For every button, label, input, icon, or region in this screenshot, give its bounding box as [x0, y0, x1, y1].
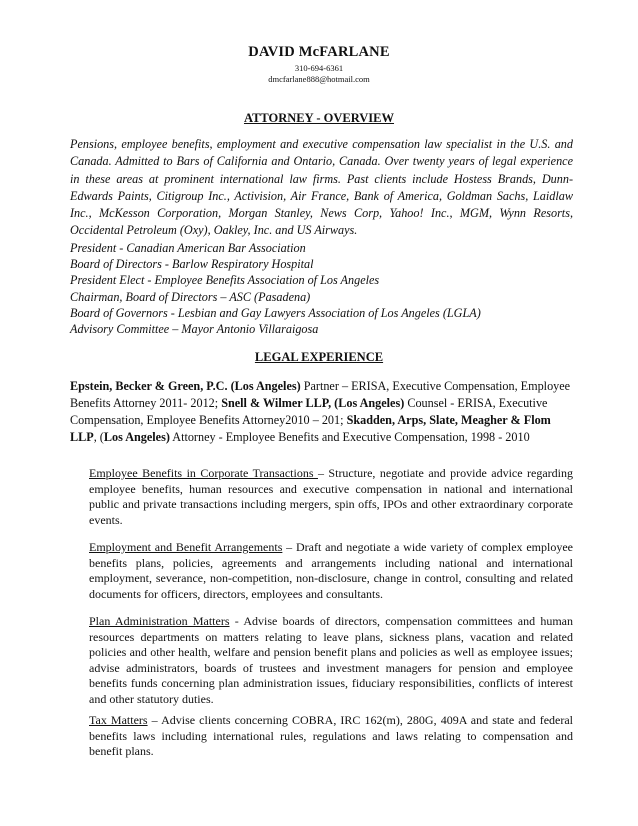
- phone-number: 310-694-6361: [294, 63, 344, 73]
- firm-role: Counsel - ERISA, Executive Compensation, Employee Benefits Attorney2010 – 201;: [70, 396, 548, 427]
- role-item: Advisory Committee – Mayor Antonio Villaraigosa: [70, 322, 319, 337]
- practice-text: - Advise boards of directors, compensation committees and human resources departments on matters relating to leave plans, sickness plans, vacation and related policies and other health, welfare and pension benefit plans and policies as well as employee issues; advise administrators, boards of trustees and investment managers for pension and employee benefits funds concerning plan administration issues, fiduciary responsibilities, conflicts of interest and other statutory duties.: [89, 614, 573, 706]
- role-item: Board of Governors - Lesbian and Gay Lawyers Association of Los Angeles (LGLA): [70, 305, 481, 320]
- experience-summary: [70, 378, 573, 446]
- practice-title: Employment and Benefit Arrangements: [89, 540, 283, 554]
- practice-area: [89, 540, 573, 602]
- practice-title: Tax Matters: [89, 713, 148, 727]
- firm-name: Epstein, Becker & Green, P.C. (Los Angeles): [70, 379, 301, 393]
- role-item: Chairman, Board of Directors – ASC (Pasadena): [70, 289, 311, 304]
- role-item: President - Canadian American Bar Association: [70, 241, 306, 255]
- practice-area: [89, 713, 573, 760]
- practice-text: – Draft and negotiate a wide variety of complex employee benefits plans, policies, agreements and arrangements including national and international employment, severance, non-competition, non-disclosure, change in control, consulting and related documents for officers, directors, employees and consultants.: [89, 540, 573, 601]
- practice-title: Plan Administration Matters: [89, 614, 230, 628]
- candidate-name: DAVID McFARLANE: [248, 44, 390, 60]
- firm-role: Partner – ERISA, Executive Compensation, Employee Benefits Attorney 2011- 2012;: [70, 379, 571, 410]
- firm-name: Skadden, Arps, Slate, Meagher & Flom LLP: [70, 413, 551, 444]
- legal-experience-heading: LEGAL EXPERIENCE: [254, 350, 384, 364]
- overview-paragraph: Pensions, employee benefits, employment and executive compensation law specialist in the U.S. and Canada. Admitted to Bars of California and Ontario, Canada. Over twenty years of legal experience in these areas at prominent international law firms. Past clients include Hostess Brands, Dunn-Edwards Paints, Citigroup Inc., Activision, Air France, Bank of America, Goldman Sachs, Laidlaw Inc., McKesson Corporation, Morgan Stanley, News Corp, Yahoo! Inc., MGM, Wynn Resorts, Occidental Petroleum (Oxy), Oakley, Inc. and US Airways.: [70, 137, 573, 238]
- practice-area: [89, 466, 573, 528]
- practice-text: – Structure, negotiate and provide advice regarding employee benefits, human resources and executive compensation in national and international public and private transactions including mergers, spin offs, IPOs and other extraordinary corporate events.: [89, 466, 573, 527]
- firm-city: Los Angeles): [103, 430, 170, 444]
- separator: , (: [93, 430, 104, 444]
- practice-area: [89, 614, 573, 708]
- role-item: President Elect - Employee Benefits Association of Los Angeles: [70, 273, 380, 288]
- practice-text: – Advise clients concerning COBRA, IRC 162(m), 280G, 409A and state and federal benefits laws including international rules, regulations and laws relating to compensation and benefit plans.: [89, 713, 573, 759]
- overview-heading: ATTORNEY - OVERVIEW: [243, 111, 395, 125]
- practice-title: Employee Benefits in Corporate Transactions: [89, 466, 318, 480]
- role-item: Board of Directors - Barlow Respiratory Hospital: [70, 257, 314, 272]
- roles-list: [70, 240, 573, 337]
- email-address: dmcfarlane888@hotmail.com: [268, 74, 370, 84]
- firm-name: Snell & Wilmer LLP, (Los Angeles): [221, 396, 405, 410]
- firm-role: Attorney - Employee Benefits and Executive Compensation, 1998 - 2010: [169, 430, 530, 444]
